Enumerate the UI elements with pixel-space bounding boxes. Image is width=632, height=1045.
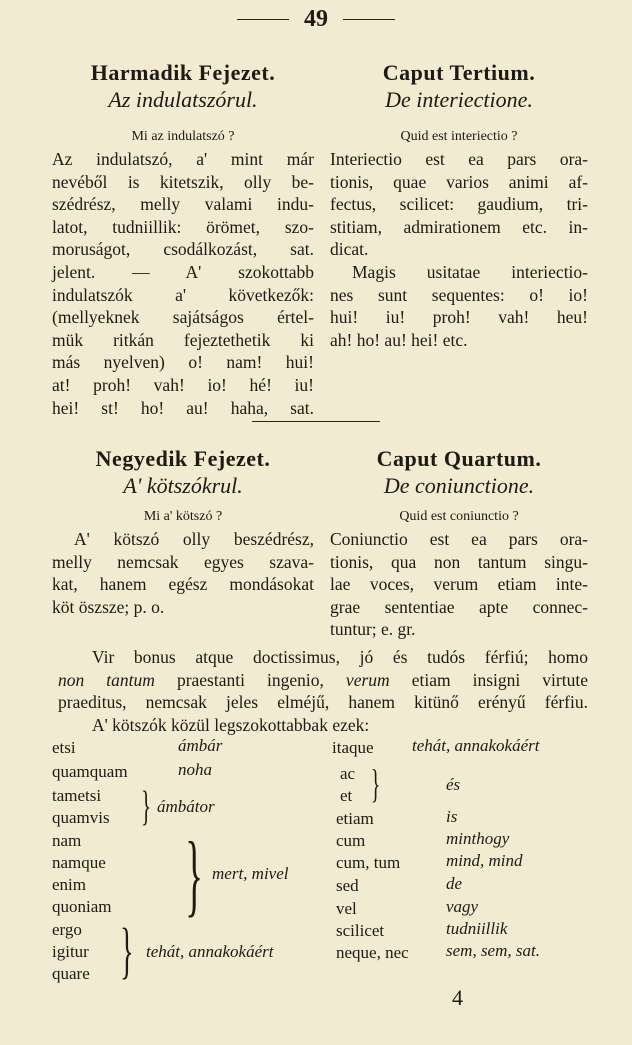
conj-hungarian: ámbátor [157,797,215,816]
text-line: stitiam, admirationem etc. in- [330,216,588,237]
conj-latin: cum, tum [336,853,401,872]
text-line: (mellyeknek sajátságos értel- [52,307,314,328]
conj-latin: neque, nec [336,943,409,962]
text-line: nevéből is kitetszik, olly be- [52,171,314,192]
chapter-subtitle: De coniunctione. [383,473,535,498]
text-line: grae sententiae apte connec- [330,596,588,617]
text-line [58,669,588,692]
conj-latin: quamquam [52,762,128,781]
conj-latin: cum [336,831,366,850]
chapter4-hungarian [52,446,314,618]
text-line: Coniunctio est ea pars ora- [330,529,588,549]
chapter-subtitle: Az indulatszórul. [108,87,258,112]
text-line: A' kötszók közül legszokottabbak ezek: [92,714,370,735]
conj-hungarian: vagy [446,897,479,916]
running-header [0,6,632,33]
paragraph [330,528,588,641]
conj-latin: nam [52,831,82,850]
text-line: dicat. [330,239,369,260]
example-paragraph [58,646,588,736]
conj-latin: etiam [336,809,374,828]
text-span: etiam insigni virtute [389,669,588,690]
conj-latin: vel [336,899,357,918]
conj-hungarian: tehát, annakokáért [412,736,540,755]
text-line: jelent. — A' szokottabb [52,261,314,282]
conj-latin: ergo [52,920,82,939]
conj-latin: scilicet [336,921,385,940]
text-line: hui! iu! proh! vah! heu! [330,307,588,328]
text-line: moruságot, csodálkozást, sat. [52,239,314,260]
header-rule-left [237,19,289,20]
text-line: mük ritkán fejeztethetik ki [52,329,314,350]
question: Mi az indulatszó ? [131,129,235,144]
text-line: ah! ho! au! hei! etc. [330,329,468,350]
conj-latin: et [340,786,353,805]
chapter-subtitle: A' kötszókrul. [123,473,243,498]
text-line: latot, tudniillik: örömet, szo- [52,216,314,237]
conj-latin: ac [340,764,356,783]
chapter-subtitle: De interiectione. [385,87,533,112]
conj-latin: etsi [52,738,76,757]
text-span: praestanti ingenio, [154,669,346,690]
chapter-title: Negyedik Fejezet. [95,446,271,471]
text-line: tuntur; e. gr. [330,619,416,640]
text-line: tionis, quae varios animi af- [330,171,588,192]
conj-hungarian: és [446,775,461,794]
conj-latin: itaque [332,738,374,757]
brace-icon: } [185,823,203,925]
conj-latin: namque [52,853,106,872]
paragraph [330,148,588,351]
conj-hungarian: de [446,874,463,893]
conj-hungarian: is [446,807,458,826]
question: Quid est coniunctio ? [399,509,519,524]
section-divider [252,421,380,422]
conj-latin: enim [52,875,86,894]
conj-hungarian: ámbár [178,736,223,755]
text-line: szédrész, melly valami indu- [52,194,314,215]
question: Mi a' kötszó ? [143,509,223,524]
conj-latin: sed [336,876,359,895]
brace-icon: } [370,761,381,806]
chapter-title: Caput Tertium. [382,60,536,85]
text-line: hei! st! ho! au! haha, sat. [52,397,314,418]
text-line: praeditus, nemcsak jeles elméjű, hanem kitünő erényű férfiu. [58,692,588,713]
text-line: indulatszók a' következők: [52,284,314,305]
text-line: köt öszsze; p. o. [52,596,165,617]
conj-hungarian: noha [178,760,212,779]
italic-text: non tantum [58,669,155,690]
italic-text: verum [345,669,390,690]
conj-hungarian: tudniillik [446,919,508,938]
chapter3-hungarian [52,60,314,419]
text-line: kat, hanem egész mondásokat [52,574,314,595]
text-line: A' kötszó olly beszédrész, [74,529,314,549]
text-line: Interiectio est ea pars ora- [330,149,588,169]
brace-icon: } [120,917,134,985]
conj-hungarian: tehát, annakokáért [146,942,274,961]
conj-latin: quoniam [52,897,112,916]
text-line: melly nemcsak egyes szava- [52,551,314,572]
text-line: Az indulatszó, a' mint már [52,149,314,169]
text-line: más nyelven) o! nam! hui! [52,352,314,373]
text-line: fectus, scilicet: gaudium, tri- [330,194,588,215]
page-number: 49 [304,6,328,32]
chapter4-latin [330,446,588,641]
paragraph [52,148,314,419]
chapter-title: Caput Quartum. [376,446,542,471]
conj-hungarian: mind, mind [446,851,523,870]
conj-hungarian: sem, sem, sat. [446,941,540,960]
conj-latin: tametsi [52,786,102,805]
paragraph [52,528,314,618]
conj-latin: quare [52,964,90,983]
chapter3-latin [330,60,588,351]
conj-latin: igitur [52,942,89,961]
text-line: Magis usitatae interiectio- [352,261,588,282]
text-line: Vir bonus atque doctissimus, jó és tudós férfiú; homo [92,647,588,667]
brace-icon: } [141,784,152,830]
question: Quid est interiectio ? [400,129,518,144]
text-line: nes sunt sequentes: o! io! [330,284,588,305]
conj-hungarian: mert, mivel [212,864,289,883]
text-line: at! proh! vah! io! hé! iu! [52,374,314,395]
conj-latin: quamvis [52,808,110,827]
signature-mark: 4 [452,985,463,1010]
header-rule-right [343,19,395,20]
text-line: tionis, qua non tantum singu- [330,551,588,572]
conj-hungarian: minthogy [446,829,510,848]
chapter-title: Harmadik Fejezet. [90,60,276,85]
text-line: lae voces, verum etiam inte- [330,574,588,595]
